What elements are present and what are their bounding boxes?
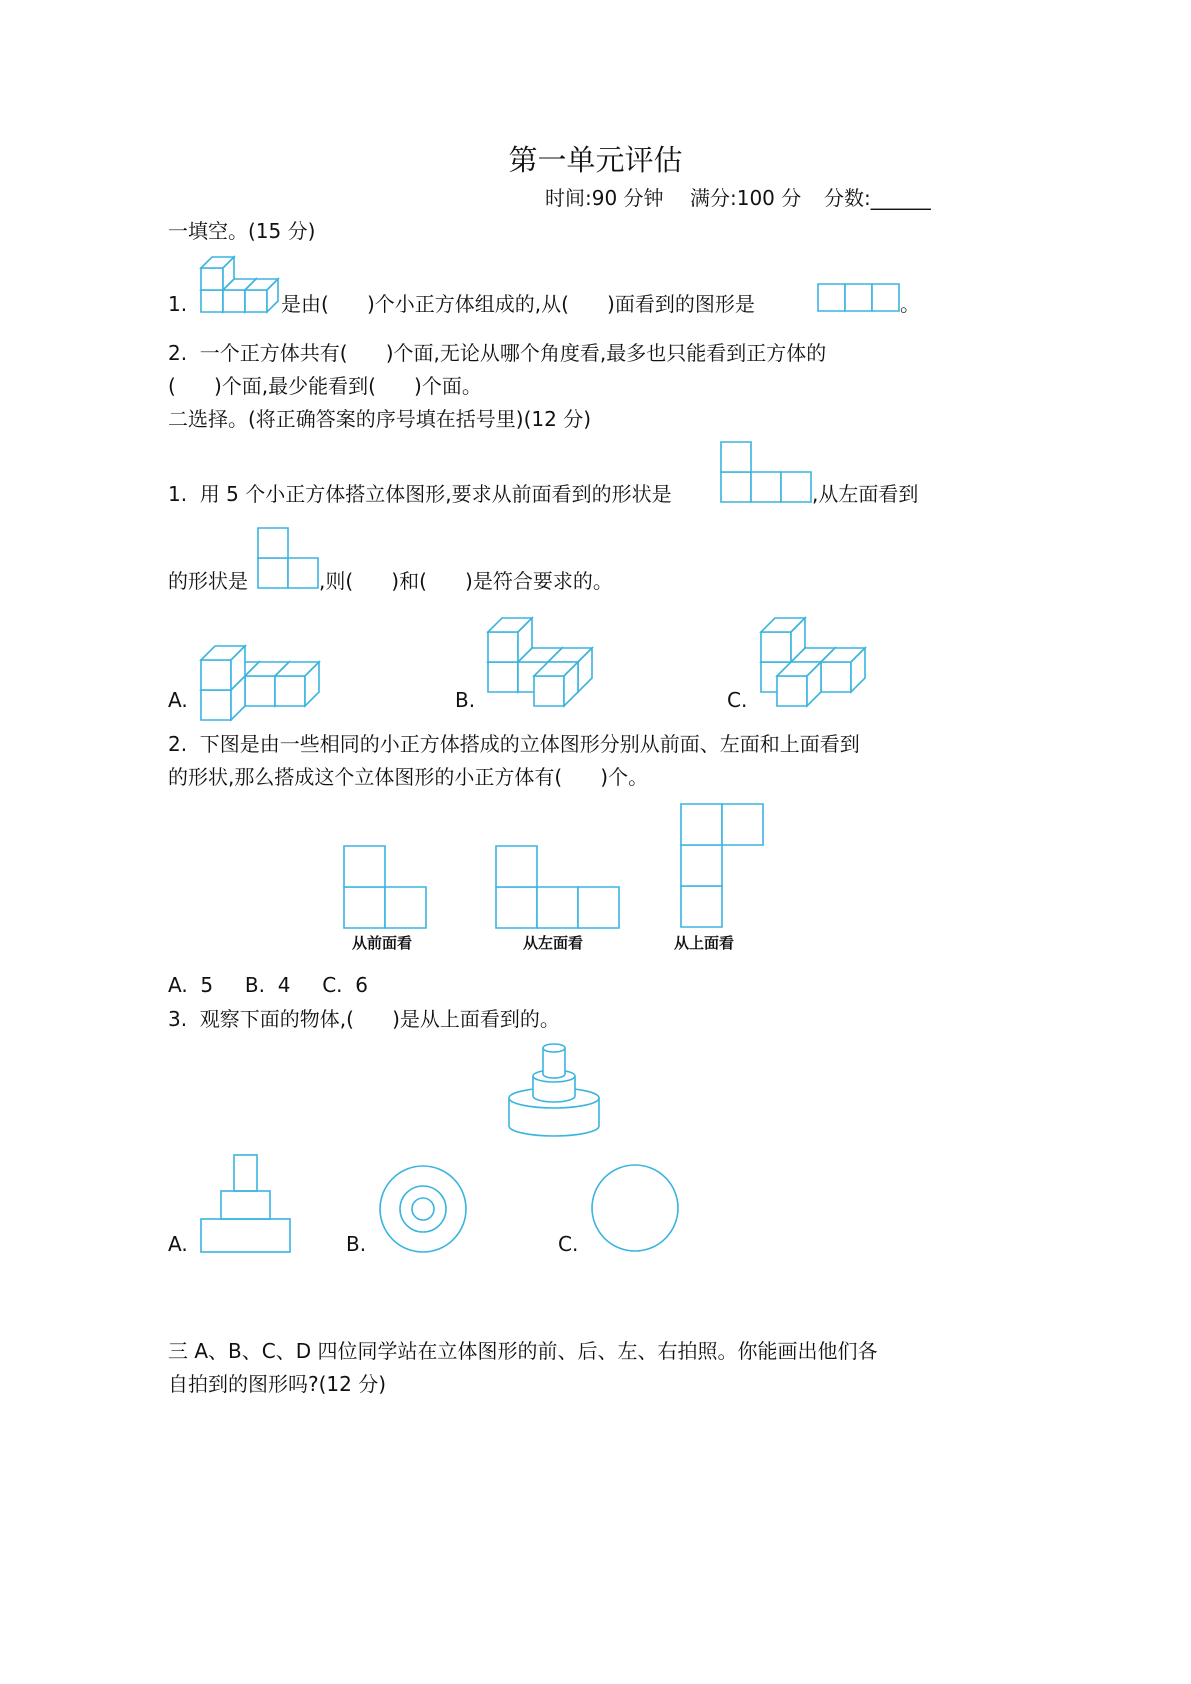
s2-q3-option-a: A. [168, 1232, 188, 1256]
s2-q1-option-b: B. [455, 688, 476, 712]
option-b-cubes [473, 617, 593, 707]
cube-face [496, 846, 537, 887]
cube-face [872, 284, 899, 311]
left-view-shape [257, 527, 319, 589]
view-from-top [680, 803, 764, 928]
s1-q1-end: 。 [900, 292, 920, 316]
cube-face [488, 662, 518, 692]
cube-face [845, 284, 872, 311]
cube-face [681, 886, 722, 927]
option-a-cubes [200, 631, 320, 721]
cube-face [201, 660, 231, 690]
cube-face [681, 804, 722, 845]
cube-face [258, 558, 288, 588]
page-title: 第一单元评估 [508, 143, 683, 177]
cube-face [578, 887, 619, 928]
s2-q3-option-b: B. [346, 1232, 367, 1256]
cube-face [201, 268, 223, 290]
stacked-cylinders-object [505, 1038, 605, 1142]
option-a-shape [200, 1154, 292, 1254]
cube-face [537, 887, 578, 928]
cube-face [721, 442, 751, 472]
cube-face [761, 632, 791, 662]
view-label-front: 从前面看 [352, 934, 413, 952]
option-c-circle [591, 1164, 681, 1254]
cube-face [496, 887, 537, 928]
cube-face [288, 558, 318, 588]
s2-q2-line1: 2. 下图是由一些相同的小正方体搭成的立体图形分别从前面、左面和上面看到 [168, 732, 860, 756]
cube-face [344, 887, 385, 928]
option-c-cubes [746, 617, 866, 707]
s1-q2-line2: ( )个面,最少能看到( )个面。 [168, 374, 482, 398]
cube-face [721, 472, 751, 502]
view-label-left: 从左面看 [523, 934, 584, 952]
score-field[interactable]: 分数:______ [824, 186, 931, 210]
cube-face [722, 804, 763, 845]
s2-q2-line2: 的形状,那么搭成这个立体图形的小正方体有( )个。 [168, 765, 649, 789]
s2-q1-line1a: 1. 用 5 个小正方体搭立体图形,要求从前面看到的形状是 [168, 482, 672, 506]
view-from-left [495, 845, 620, 929]
cube-face [488, 632, 518, 662]
cube-face [201, 690, 231, 720]
cube-face [245, 676, 275, 706]
view-figure-s1q1 [817, 283, 900, 312]
cube-face [777, 676, 807, 706]
section2-heading: 二选择。(将正确答案的序号填在括号里)(12 分) [168, 407, 592, 431]
cube-face [751, 472, 781, 502]
cube-face [821, 662, 851, 692]
s1-q2-line1: 2. 一个正方体共有( )个面,无论从哪个角度看,最多也只能看到正方体的 [168, 341, 827, 365]
s1-q1-number: 1. [168, 292, 188, 316]
cube-face [245, 290, 267, 312]
option-b-concentric-circles [378, 1165, 468, 1255]
s2-q1-line1b: ,从左面看到 [812, 482, 919, 506]
s2-q3-text: 3. 观察下面的物体,( )是从上面看到的。 [168, 1007, 560, 1031]
full-score-label: 满分:100 分 [690, 186, 802, 210]
view-from-front [343, 845, 427, 929]
cube-face [344, 846, 385, 887]
cube-face [275, 676, 305, 706]
cube-face [681, 845, 722, 886]
s2-q2-choices: A. 5 B. 4 C. 6 [168, 973, 368, 997]
cube-figure-s1q1 [200, 256, 279, 313]
cube-face [258, 528, 288, 558]
section3-line2: 自拍到的图形吗?(12 分) [168, 1372, 387, 1396]
view-label-top: 从上面看 [674, 934, 735, 952]
section3-line1: 三 A、B、C、D 四位同学站在立体图形的前、后、左、右拍照。你能画出他们各 [168, 1339, 878, 1363]
cube-face [781, 472, 811, 502]
s1-q1-text: 是由( )个小正方体组成的,从( )面看到的图形是 [281, 292, 755, 316]
s2-q1-line2a: 的形状是 [168, 569, 248, 593]
s2-q1-option-a: A. [168, 688, 188, 712]
cube-face [223, 290, 245, 312]
s2-q1-option-c: C. [727, 688, 748, 712]
time-label: 时间:90 分钟 [545, 186, 664, 210]
cube-face [385, 887, 426, 928]
cube-face [534, 676, 564, 706]
s2-q1-line2b: ,则( )和( )是符合要求的。 [319, 569, 613, 593]
front-view-shape [720, 441, 812, 503]
section1-heading: 一填空。(15 分) [168, 219, 316, 243]
s2-q3-option-c: C. [558, 1232, 579, 1256]
cube-face [818, 284, 845, 311]
cube-face [201, 290, 223, 312]
